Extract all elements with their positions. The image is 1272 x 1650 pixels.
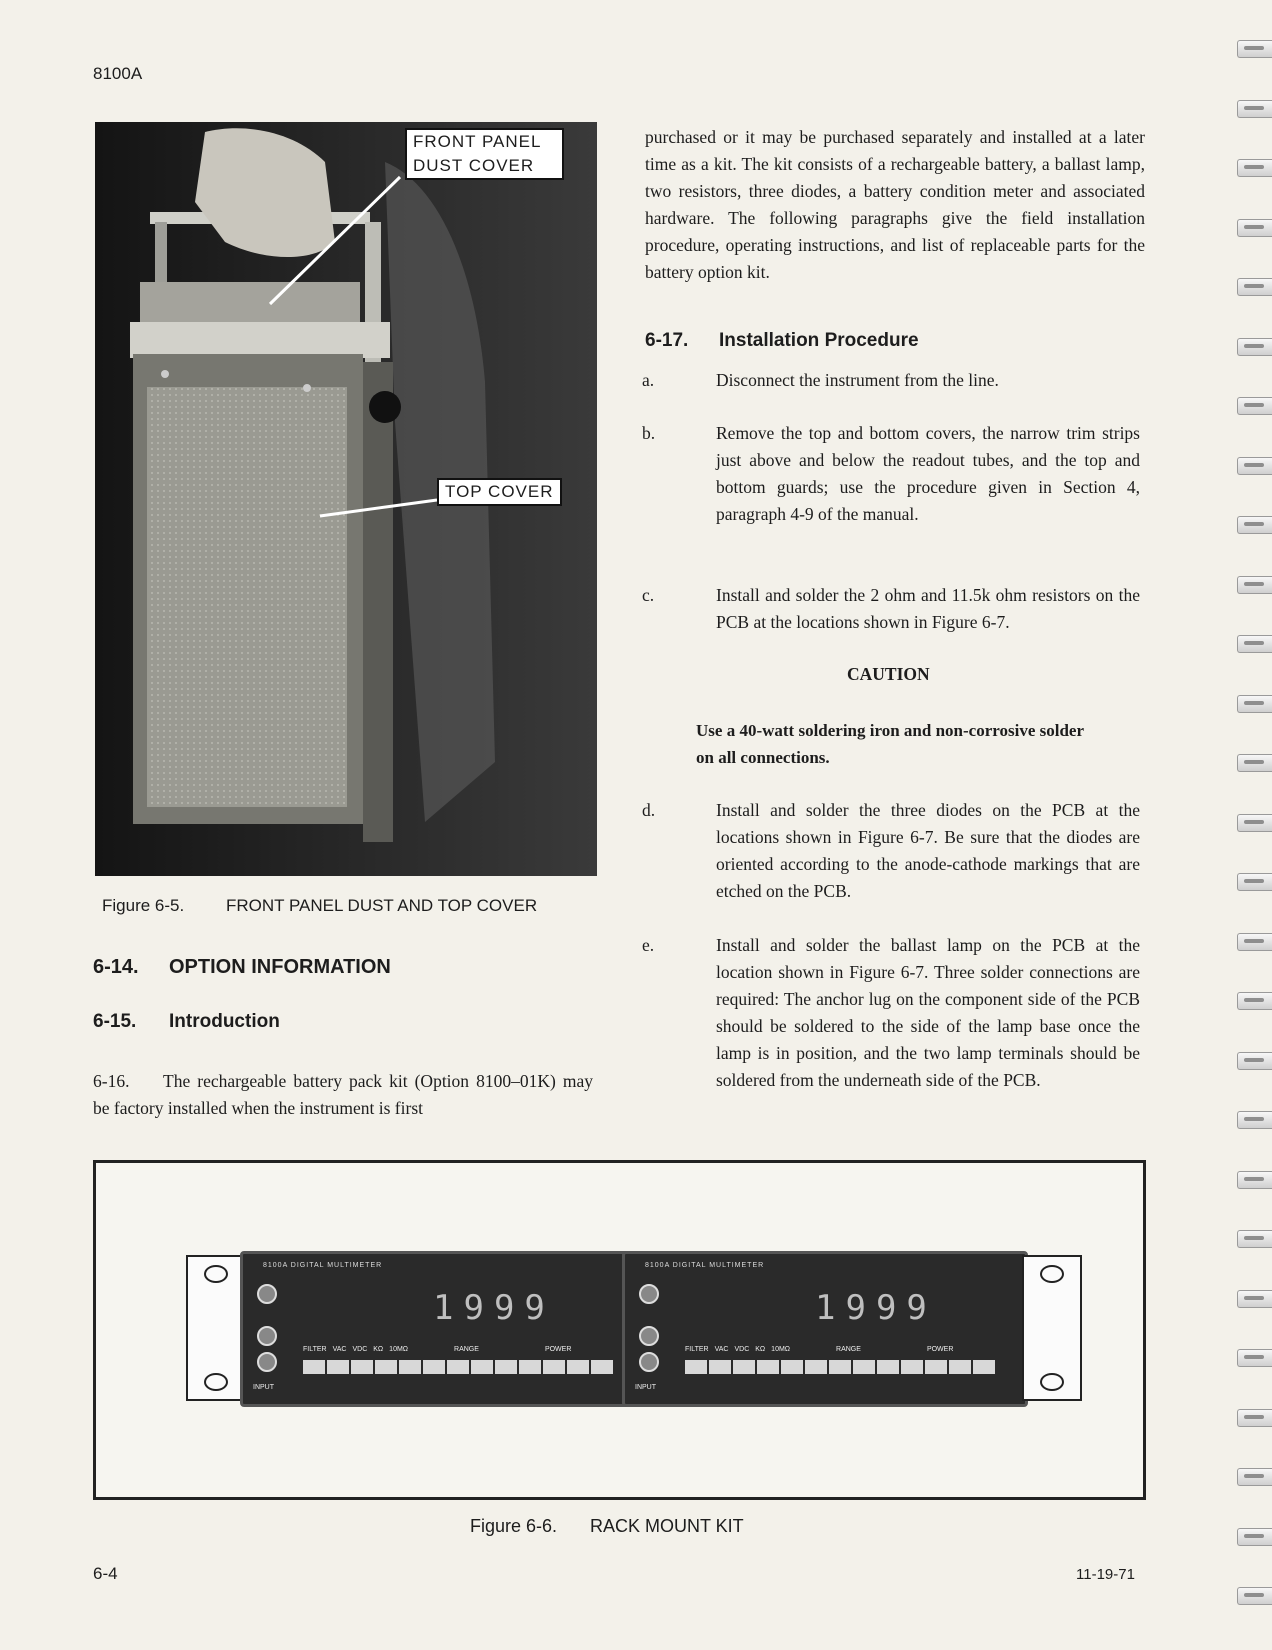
paragraph-6-16 <box>93 1068 593 1122</box>
step-e <box>642 932 1140 1094</box>
input-jack-icon <box>257 1352 277 1372</box>
step-b <box>642 420 1140 528</box>
section-title: Introduction <box>169 1011 280 1032</box>
binding-ring-icon <box>1237 754 1272 772</box>
binding-ring-icon <box>1237 1171 1272 1189</box>
mounting-hole-icon <box>1040 1373 1064 1391</box>
figure-6-6-rack-mount <box>93 1160 1146 1500</box>
caption-title: FRONT PANEL DUST AND TOP COVER <box>226 896 538 915</box>
footer-page-number: 6-4 <box>93 1564 118 1583</box>
mounting-hole-icon <box>1040 1265 1064 1283</box>
input-label: INPUT <box>635 1384 656 1391</box>
step-letter: b. <box>642 423 656 443</box>
rack-ear-left <box>186 1255 246 1401</box>
caution-text: Use a 40-watt soldering iron and non-corrosive solder on all connections. <box>696 721 1084 767</box>
binding-ring-icon <box>1237 933 1272 951</box>
rack-meter-left <box>186 1251 646 1407</box>
binding-ring-icon <box>1237 1111 1272 1129</box>
key-labels: FILTER VAC VDC KΩ 10MΩ RANGE POWER <box>303 1346 572 1353</box>
binding-ring-icon <box>1237 1468 1272 1486</box>
section-title: Installation Procedure <box>719 330 919 351</box>
input-jack-icon <box>639 1352 659 1372</box>
binding-ring-icon <box>1237 992 1272 1010</box>
paragraph-text: The rechargeable battery pack kit (Option 8100–01K) may be factory installed when the instrument is first <box>93 1071 593 1118</box>
rack-ear-right <box>1022 1255 1082 1401</box>
pushbutton-row <box>685 1360 995 1374</box>
section-number: 6-14. <box>93 956 139 978</box>
pushbutton-row <box>303 1360 613 1374</box>
callout-front-panel-dust-cover: FRONT PANEL DUST COVER <box>405 128 564 180</box>
meter-brand-label: 8100A DIGITAL MULTIMETER <box>263 1262 383 1269</box>
step-d <box>642 797 1140 905</box>
caption-title: RACK MOUNT KIT <box>590 1516 744 1536</box>
binding-ring-icon <box>1237 1587 1272 1605</box>
step-letter: a. <box>642 370 655 390</box>
caption-number: Figure 6-6. <box>470 1516 558 1536</box>
binding-ring-icon <box>1237 40 1272 58</box>
input-jack-icon <box>639 1326 659 1346</box>
intro-paragraph-continued: purchased or it may be purchased separately and installed at a later time as a kit. The kit consists of a rechargeable battery, a ballast lamp, two resistors, three diodes, a battery condition meter and associated hardware. The following paragraphs give the field installation procedure, operating instructions, and list of replaceable parts for the battery option kit. <box>645 127 1145 282</box>
section-6-17-heading <box>645 330 919 352</box>
caption-number: Figure 6-5. <box>102 896 185 915</box>
figure-6-5-caption <box>102 896 537 916</box>
step-text: Install and solder the ballast lamp on the PCB at the location shown in Figure 6-7. Three solder connections are required: The anchor lug on the component side of the PCB should be soldered to the side of the lamp base once the lamp is in position, and the two lamp terminals should be soldered from the underneath side of the PCB. <box>716 935 1140 1090</box>
figure-6-5-photo <box>95 122 597 876</box>
binding-ring-icon <box>1237 100 1272 118</box>
input-jack-icon <box>639 1284 659 1304</box>
binding-ring-icon <box>1237 635 1272 653</box>
binding-ring-icon <box>1237 397 1272 415</box>
step-text: Install and solder the 2 ohm and 11.5k ohm resistors on the PCB at the locations shown in Figure 6-7. <box>716 585 1140 632</box>
section-6-15-heading <box>93 1011 280 1033</box>
binding-ring-icon <box>1237 219 1272 237</box>
binding-ring-icon <box>1237 1230 1272 1248</box>
section-number: 6-17. <box>645 330 689 351</box>
binding-ring-icon <box>1237 1528 1272 1546</box>
step-letter: e. <box>642 935 655 955</box>
figure-6-6-caption <box>470 1516 744 1537</box>
callout-top-cover: TOP COVER <box>437 478 562 506</box>
step-text: Install and solder the three diodes on the PCB at the locations shown in Figure 6-7. Be sure that the diodes are oriented according to the anode-cathode markings that are etched on the PCB. <box>716 800 1140 901</box>
section-6-14-heading <box>93 956 391 979</box>
key-labels: FILTER VAC VDC KΩ 10MΩ RANGE POWER <box>685 1346 954 1353</box>
binding-ring-icon <box>1237 1290 1272 1308</box>
step-c <box>642 582 1140 636</box>
paragraph-number: 6-16. <box>93 1071 130 1091</box>
mounting-hole-icon <box>204 1373 228 1391</box>
binding-ring-icon <box>1237 516 1272 534</box>
step-a <box>642 367 1140 394</box>
binding-ring-icon <box>1237 814 1272 832</box>
meter-readout: 1999 <box>815 1288 937 1328</box>
binding-ring-icon <box>1237 873 1272 891</box>
footer-date: 11-19-71 <box>1076 1566 1135 1583</box>
page-header-model: 8100A <box>93 64 143 83</box>
section-number: 6-15. <box>93 1011 137 1032</box>
binding-ring-icon <box>1237 278 1272 296</box>
meter-front-panel <box>622 1251 1028 1407</box>
binding-ring-icon <box>1237 695 1272 713</box>
binding-ring-icon <box>1237 1349 1272 1367</box>
meter-front-panel <box>240 1251 646 1407</box>
binding-ring-icon <box>1237 159 1272 177</box>
step-letter: c. <box>642 585 655 605</box>
input-jack-icon <box>257 1326 277 1346</box>
meter-brand-label: 8100A DIGITAL MULTIMETER <box>645 1262 765 1269</box>
input-label: INPUT <box>253 1384 274 1391</box>
binding-ring-icon <box>1237 1409 1272 1427</box>
caution-title: CAUTION <box>847 664 930 684</box>
meter-readout: 1999 <box>433 1288 555 1328</box>
mounting-hole-icon <box>204 1265 228 1283</box>
input-jack-icon <box>257 1284 277 1304</box>
binding-ring-icon <box>1237 576 1272 594</box>
step-text: Disconnect the instrument from the line. <box>716 370 999 390</box>
rack-meter-right <box>622 1251 1082 1407</box>
step-letter: d. <box>642 800 656 820</box>
binding-ring-icon <box>1237 457 1272 475</box>
section-title: OPTION INFORMATION <box>169 956 391 978</box>
binding-ring-icon <box>1237 338 1272 356</box>
binding-ring-icon <box>1237 1052 1272 1070</box>
step-text: Remove the top and bottom covers, the narrow trim strips just above and below the readout tubes, and the top and bottom guards; use the procedure given in Section 4, paragraph 4-9 of the manual. <box>716 423 1140 524</box>
spiral-binding <box>1228 0 1272 1650</box>
